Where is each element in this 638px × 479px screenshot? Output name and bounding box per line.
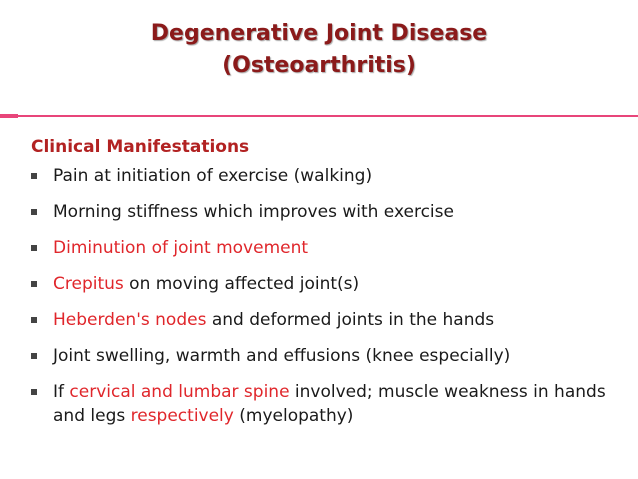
highlighted-text: Heberden's nodes [53,310,207,330]
square-bullet-icon [31,173,37,179]
bullet-text: involved; muscle weakness in hands and legs [53,382,606,426]
square-bullet-icon [31,245,37,251]
section-heading: Clinical Manifestations [31,137,250,157]
bullet-text: (myelopathy) [233,406,354,426]
title-line-1: Degenerative Joint Disease [150,21,488,46]
title-divider-line [18,115,638,117]
bullet-text: Joint swelling, warmth and effusions (knee especially) [53,346,511,366]
bullet-item [31,236,621,260]
bullet-text: If [53,382,70,402]
square-bullet-icon [31,389,37,395]
bullet-text: and deformed joints in the hands [206,310,495,330]
bullet-text: on moving affected joint(s) [123,274,360,294]
square-bullet-icon [31,209,37,215]
bullet-item [31,344,621,368]
slide-title [0,18,638,82]
title-line-2: (Osteoarthritis) [222,53,416,78]
bullet-item [31,272,621,296]
highlighted-text: cervical and lumbar spine [69,382,290,402]
highlighted-text: Diminution of joint movement [53,238,309,258]
square-bullet-icon [31,317,37,323]
bullet-item [31,308,621,332]
title-divider [0,114,638,118]
square-bullet-icon [31,281,37,287]
bullet-item [31,380,621,428]
bullet-item [31,164,621,188]
bullet-item [31,200,621,224]
bullet-list [31,164,621,428]
square-bullet-icon [31,353,37,359]
title-divider-accent [0,114,18,118]
bullet-text: Pain at initiation of exercise (walking) [53,166,373,186]
highlighted-text: Crepitus [53,274,124,294]
bullet-text: Morning stiffness which improves with exercise [53,202,454,222]
highlighted-text: respectively [130,406,234,426]
slide-content [31,133,621,428]
